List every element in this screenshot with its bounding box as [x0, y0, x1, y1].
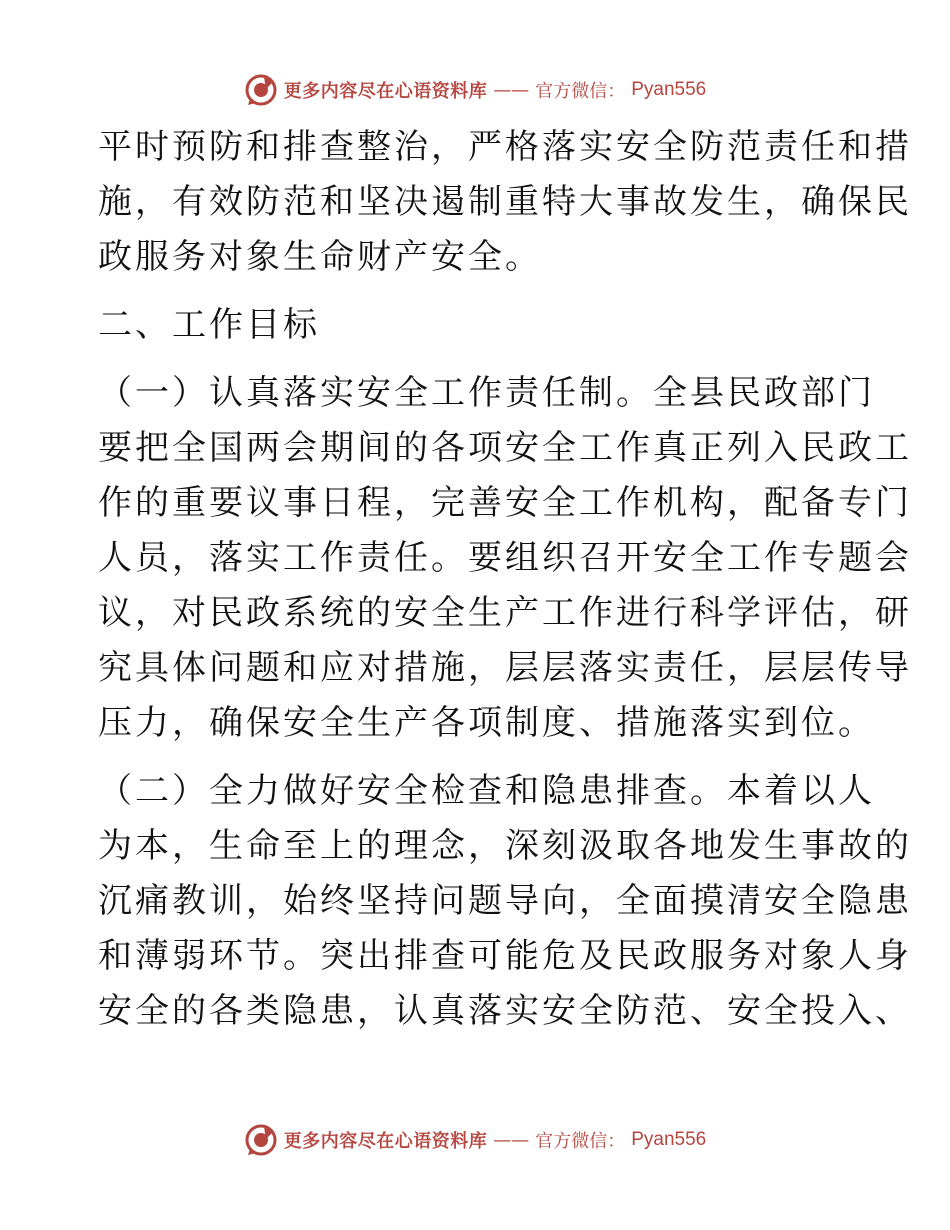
text-line: 议，对民政系统的安全生产工作进行科学评估，研: [98, 593, 912, 633]
watermark-wechat-id: Pyan556: [631, 79, 707, 100]
watermark-dash: ——: [493, 79, 530, 101]
text-line: （一）认真落实安全工作责任制。全县民政部门: [98, 373, 875, 413]
text-line: 要把全国两会期间的各项安全工作真正列入民政工: [98, 428, 912, 468]
watermark-dash: ——: [493, 1129, 530, 1151]
text-line: 平时预防和排查整治，严格落实安全防范责任和措: [98, 127, 912, 167]
paragraph-gap: [98, 285, 858, 298]
paragraph: [98, 366, 912, 751]
text-line: 安全的各类隐患，认真落实安全防范、安全投入、: [98, 991, 912, 1031]
text-line: （二）全力做好安全检查和隐患排查。本着以人: [98, 771, 875, 811]
text-line: 压力，确保安全生产各项制度、措施落实到位。: [98, 703, 875, 743]
paragraph-gap: [98, 751, 858, 764]
paragraph: [98, 298, 858, 353]
brand-logo-icon: [244, 1123, 278, 1157]
text-line: 为本，生命至上的理念，深刻汲取各地发生事故的: [98, 826, 912, 866]
text-line: 沉痛教训，始终坚持问题导向，全面摸清安全隐患: [98, 881, 912, 921]
document-body: [98, 120, 912, 1039]
footer-watermark: [0, 1120, 950, 1160]
text-line: 和薄弱环节。突出排查可能危及民政服务对象人身: [98, 936, 912, 976]
header-watermark: [0, 70, 950, 110]
watermark-site-text: 更多内容尽在心语资料库: [283, 81, 488, 102]
text-line: 究具体问题和应对措施，层层落实责任，层层传导: [98, 648, 912, 688]
brand-logo-icon: [244, 73, 278, 107]
paragraph: [98, 120, 912, 285]
watermark-wechat-label: 官方微信：: [535, 1131, 626, 1152]
watermark-site-text: 更多内容尽在心语资料库: [283, 1131, 488, 1152]
text-line: 作的重要议事日程，完善安全工作机构，配备专门: [98, 483, 912, 523]
paragraph: [98, 764, 912, 1039]
watermark-wechat-label: 官方微信：: [535, 81, 626, 102]
text-line: 政服务对象生命财产安全。: [98, 237, 542, 277]
text-line: 二、工作目标: [98, 305, 320, 345]
text-line: 人员，落实工作责任。要组织召开安全工作专题会: [98, 538, 912, 578]
watermark-wechat-id: Pyan556: [631, 1129, 707, 1150]
paragraph-gap: [98, 353, 858, 366]
text-line: 施，有效防范和坚决遏制重特大事故发生，确保民: [98, 182, 912, 222]
